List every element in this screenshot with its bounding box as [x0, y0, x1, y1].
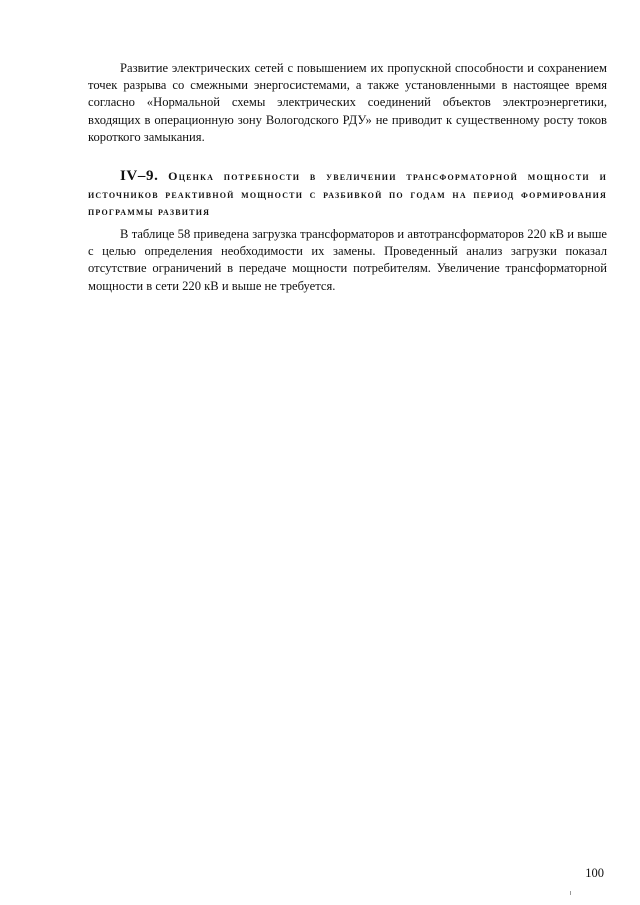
scan-mark [570, 891, 571, 895]
paragraph-text: В таблице 58 приведена загрузка трансформаторов и автотрансформаторов 220 кВ и выше с целью определения необходимости их замены. Проведенный анализ загрузки показал отсутствие ограничений в передаче мощности потребителям. Увеличение трансформаторной мощности в сети 220 кВ и выше не требуется. [88, 227, 607, 293]
section-heading [88, 168, 607, 221]
paragraph-text: Развитие электрических сетей с повышением их пропускной способности и сохранением точек разрыва со смежными энергосистемами, а также установленными в настоящее время согласно «Нормальной схемы электрических соединений объектов электроэнергетики, входящих в операционную зону Вологодского РДУ» не приводит к существенному росту токов короткого замыкания. [88, 61, 607, 144]
section-title: Оценка потребности в увеличении трансформаторной мощности и источников реактивной мощности с разбивкой по годам на период формирования программы развития [88, 169, 607, 218]
section-number: IV–9. [120, 168, 159, 184]
paragraph-short-circuit [88, 60, 607, 146]
page-number: 100 [585, 866, 604, 880]
paragraph-transformer-load [88, 226, 607, 295]
